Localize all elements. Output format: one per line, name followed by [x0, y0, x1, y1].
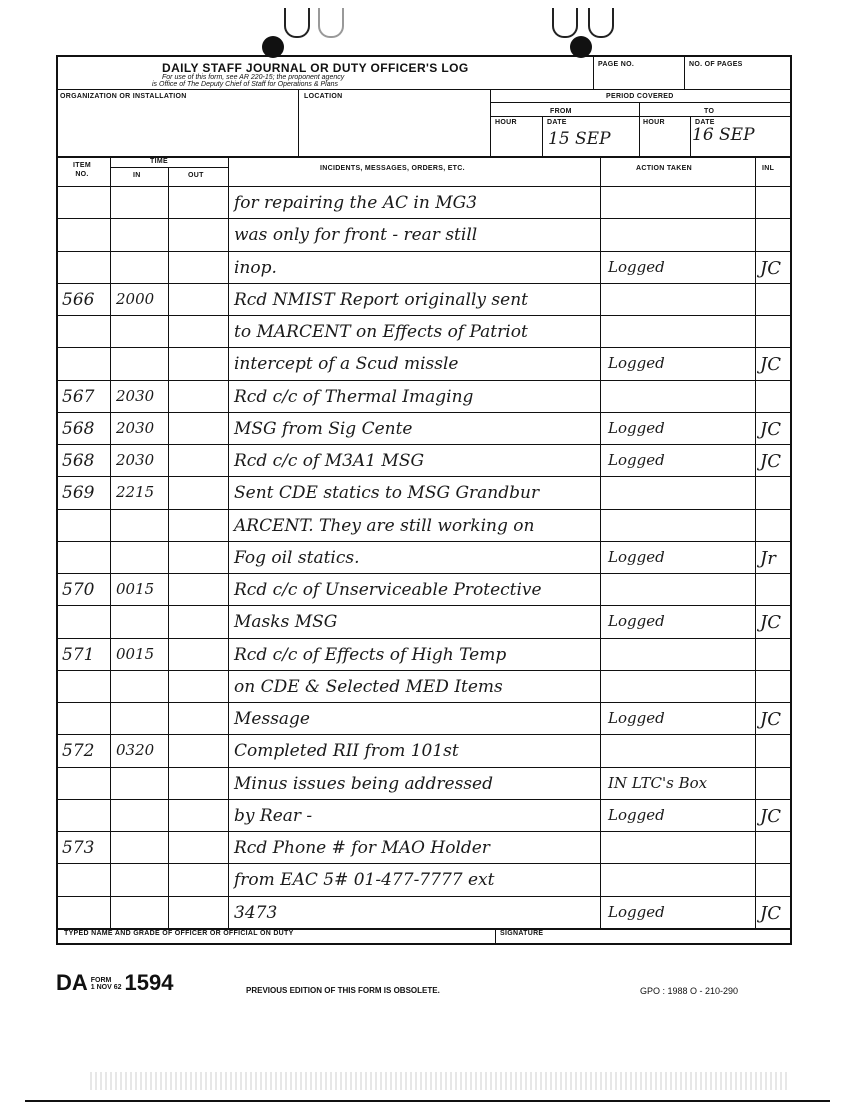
row-incident-text: was only for front - rear still: [234, 225, 478, 245]
row-time-in: 0320: [116, 741, 155, 759]
row-time-in: 2030: [116, 387, 155, 405]
row-item-no: 573: [62, 838, 95, 858]
row-incident-text: Rcd NMIST Report originally sent: [234, 290, 528, 310]
row-item-no: 571: [62, 645, 95, 665]
form-title: DAILY STAFF JOURNAL OR DUTY OFFICER'S LOG: [162, 61, 469, 75]
form-date: 1 NOV 62: [90, 984, 122, 992]
row-rule: [58, 670, 790, 671]
row-incident-text: for repairing the AC in MG3: [234, 193, 478, 213]
duty-log-form: [56, 55, 792, 945]
form-word: FORM: [90, 977, 112, 985]
row-incident-text: Sent CDE statics to MSG Grandbur: [234, 483, 540, 503]
from-hour-label: HOUR: [495, 119, 517, 126]
time-label: TIME: [150, 158, 168, 165]
row-initials: JC: [760, 354, 781, 375]
form-number: 1594: [124, 970, 174, 995]
row-rule: [58, 702, 790, 703]
scan-edge: [25, 1100, 830, 1102]
row-time-in: 0015: [116, 645, 155, 663]
row-item-no: 569: [62, 483, 95, 503]
from-date-value: 15 SEP: [548, 129, 611, 149]
to-label: TO: [704, 108, 715, 115]
gpo-note: GPO : 1988 O - 210-290: [640, 986, 739, 996]
row-action-taken: Logged: [608, 258, 665, 276]
row-rule: [58, 799, 790, 800]
row-incident-text: Rcd Phone # for MAO Holder: [234, 838, 490, 858]
item-no-label: ITEM NO.: [73, 162, 91, 178]
row-rule: [58, 315, 790, 316]
to-date-label: DATE: [695, 119, 715, 126]
row-initials: JC: [760, 903, 781, 924]
row-incident-text: Rcd c/c of Unserviceable Protective: [234, 580, 542, 600]
row-incident-text: ARCENT. They are still working on: [234, 516, 535, 536]
row-time-in: 0015: [116, 580, 155, 598]
row-incident-text: Rcd c/c of M3A1 MSG: [234, 451, 425, 471]
row-incident-text: inop.: [234, 258, 277, 278]
row-initials: JC: [760, 451, 781, 472]
row-rule: [58, 380, 790, 381]
to-hour-label: HOUR: [643, 119, 665, 126]
punch-hole-icon: [552, 8, 578, 38]
row-action-taken: Logged: [608, 451, 665, 469]
row-item-no: 570: [62, 580, 95, 600]
row-initials: JC: [760, 612, 781, 633]
period-covered-label: PERIOD COVERED: [606, 93, 674, 100]
punch-hole-icon: [318, 8, 344, 38]
row-action-taken: Logged: [608, 419, 665, 437]
row-incident-text: Completed RII from 101st: [234, 741, 459, 761]
row-action-taken: Logged: [608, 612, 665, 630]
row-incident-text: Rcd c/c of Effects of High Temp: [234, 645, 507, 665]
row-rule: [58, 734, 790, 735]
from-date-label: DATE: [547, 119, 567, 126]
row-initials: JC: [760, 806, 781, 827]
page-no-label: PAGE NO.: [598, 61, 635, 68]
punch-hole-icon: [588, 8, 614, 38]
row-action-taken: Logged: [608, 548, 665, 566]
row-incident-text: Minus issues being addressed: [234, 774, 493, 794]
row-incident-text: from EAC 5# 01-477-7777 ext: [234, 870, 495, 890]
inl-label: INL: [762, 165, 775, 172]
row-initials: JC: [760, 419, 781, 440]
row-initials: JC: [760, 258, 781, 279]
row-rule: [58, 767, 790, 768]
row-action-taken: Logged: [608, 903, 665, 921]
row-incident-text: Rcd c/c of Thermal Imaging: [234, 387, 474, 407]
row-initials: Jr: [760, 548, 776, 569]
from-label: FROM: [550, 108, 572, 115]
row-incident-text: on CDE & Selected MED Items: [234, 677, 503, 697]
row-rule: [58, 283, 790, 284]
row-incident-text: 3473: [234, 903, 278, 923]
row-rule: [58, 218, 790, 219]
row-rule: [58, 476, 790, 477]
form-id: DA: [56, 970, 88, 995]
row-incident-text: Message: [234, 709, 310, 729]
row-rule: [58, 251, 790, 252]
row-rule: [58, 412, 790, 413]
time-in-label: IN: [133, 172, 141, 179]
row-time-in: 2030: [116, 451, 155, 469]
row-item-no: 572: [62, 741, 95, 761]
row-rule: [58, 638, 790, 639]
row-action-taken: Logged: [608, 806, 665, 824]
form-code: [56, 970, 173, 996]
no-of-pages-label: NO. OF PAGES: [689, 61, 743, 68]
row-action-taken: IN LTC's Box: [608, 774, 708, 792]
row-time-in: 2030: [116, 419, 155, 437]
row-rule: [58, 863, 790, 864]
row-incident-text: to MARCENT on Effects of Patriot: [234, 322, 528, 342]
scan-noise: [90, 1072, 790, 1090]
row-rule: [58, 573, 790, 574]
row-rule: [58, 347, 790, 348]
row-action-taken: Logged: [608, 354, 665, 372]
organization-label: ORGANIZATION OR INSTALLATION: [60, 93, 187, 100]
signature-label: SIGNATURE: [500, 930, 544, 937]
row-incident-text: MSG from Sig Cente: [234, 419, 413, 439]
row-incident-text: Fog oil statics.: [234, 548, 360, 568]
row-incident-text: Masks MSG: [234, 612, 338, 632]
form-subtitle-1: For use of this form, see AR 220-15; the proponent agency: [162, 74, 345, 81]
row-time-in: 2000: [116, 290, 155, 308]
row-item-no: 568: [62, 451, 95, 471]
row-item-no: 567: [62, 387, 95, 407]
time-out-label: OUT: [188, 172, 204, 179]
row-rule: [58, 541, 790, 542]
row-rule: [58, 896, 790, 897]
row-rule: [58, 509, 790, 510]
row-action-taken: Logged: [608, 709, 665, 727]
action-taken-label: ACTION TAKEN: [636, 165, 692, 172]
row-incident-text: by Rear -: [234, 806, 313, 826]
to-date-value: 16 SEP: [692, 125, 755, 145]
typed-name-label: TYPED NAME AND GRADE OF OFFICER OR OFFICIAL ON DUTY: [64, 930, 294, 937]
row-initials: JC: [760, 709, 781, 730]
row-rule: [58, 444, 790, 445]
row-item-no: 566: [62, 290, 95, 310]
previous-edition-note: PREVIOUS EDITION OF THIS FORM IS OBSOLETE.: [246, 986, 440, 995]
row-rule: [58, 928, 790, 929]
row-rule: [58, 831, 790, 832]
row-time-in: 2215: [116, 483, 155, 501]
header-rule: [58, 186, 790, 187]
punch-hole-icon: [284, 8, 310, 38]
incidents-label: INCIDENTS, MESSAGES, ORDERS, ETC.: [320, 165, 465, 172]
form-subtitle-2: is Office of The Deputy Chief of Staff for Operations & Plans: [152, 81, 338, 88]
row-rule: [58, 605, 790, 606]
row-incident-text: intercept of a Scud missle: [234, 354, 459, 374]
location-label: LOCATION: [304, 93, 343, 100]
row-item-no: 568: [62, 419, 95, 439]
